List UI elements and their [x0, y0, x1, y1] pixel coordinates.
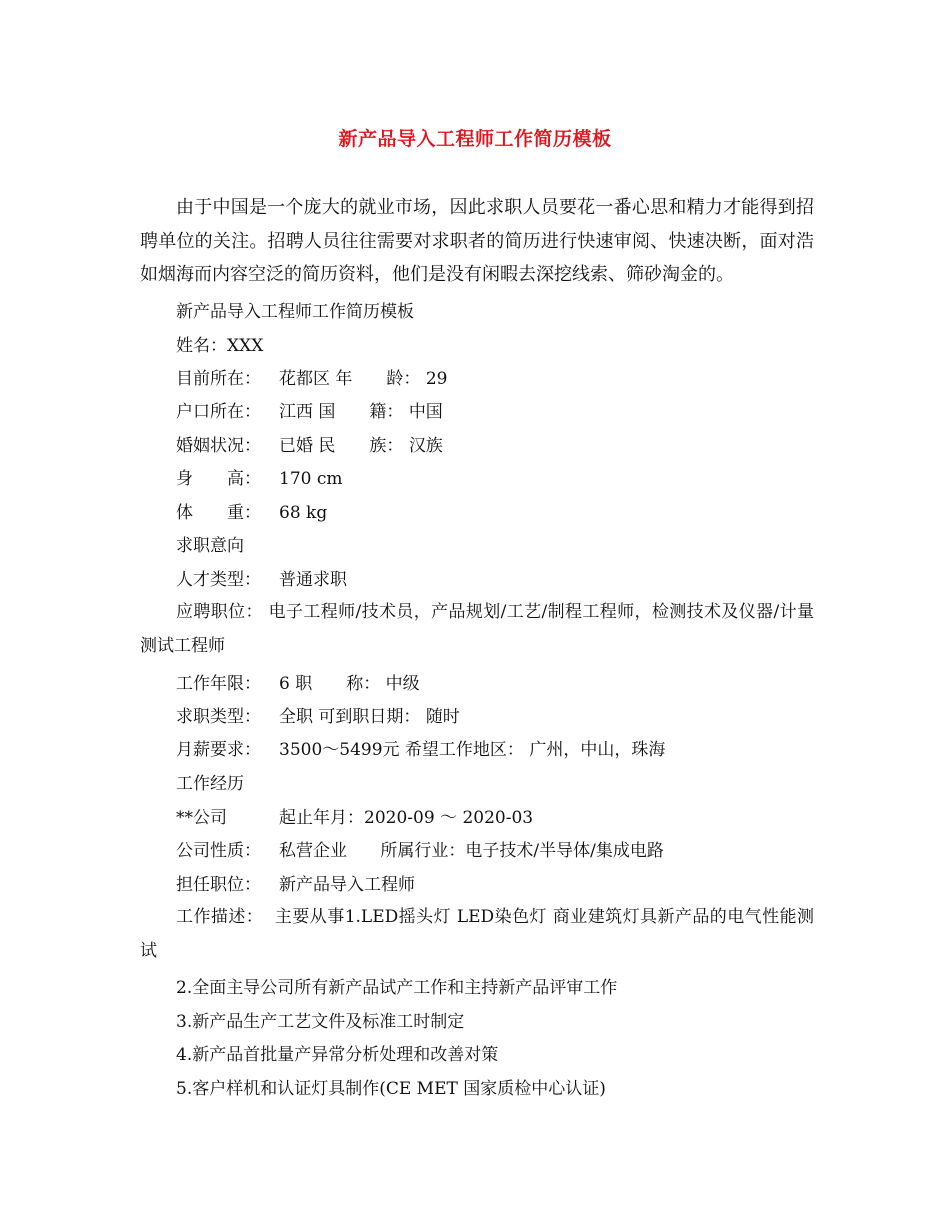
height-label: 身 高： — [176, 469, 261, 489]
location-value: 花都区 — [279, 369, 330, 389]
jobtype-label: 求职类型： — [176, 707, 261, 727]
salary-row — [176, 738, 665, 762]
list-item: 4.新产品首批量产异常分析处理和改善对策 — [176, 1045, 499, 1065]
document-title: 新产品导入工程师工作简历模板 — [338, 128, 612, 150]
weight-value: 68 kg — [279, 503, 328, 523]
weight-row — [176, 501, 327, 525]
role-row — [176, 873, 415, 897]
description-paragraph — [140, 901, 814, 968]
intention-heading: 求职意向 — [176, 536, 244, 556]
name-row — [176, 334, 263, 358]
role-label: 担任职位： — [176, 875, 261, 895]
role-value: 新产品导入工程师 — [279, 875, 415, 895]
salary-value: 3500～5499元 — [279, 740, 400, 760]
intro-paragraph: 由于中国是一个庞大的就业市场，因此求职人员要花一番心思和精力才能得到招聘单位的关注。招聘人员往往需要对求职者的简历进行快速审阅、快速决断，面对浩如烟海而内容空泛的简历资料，他们是没有闲暇去深挖线索、筛砂淘金的。 — [140, 197, 814, 285]
list-item: 3.新产品生产工艺文件及标准工时制定 — [176, 1012, 465, 1032]
height-row — [176, 467, 343, 491]
area-value: 广州，中山，珠海 — [529, 740, 666, 760]
jobtype-row — [176, 705, 460, 729]
period-label: 起止年月： — [279, 808, 364, 828]
description-value: 主要从事1.LED摇头灯 LED染色灯 商业建筑灯具新产品的电气性能测试 — [140, 907, 815, 961]
industry-value: 电子技术/半导体/集成电路 — [465, 841, 664, 861]
position-paragraph — [140, 596, 814, 663]
talent-row — [176, 568, 347, 592]
years-title-row — [176, 672, 420, 696]
marital-ethnic-row — [176, 434, 443, 458]
name-label: 姓名： — [176, 336, 227, 356]
talent-label: 人才类型： — [176, 570, 261, 590]
company-name: **公司 — [176, 808, 227, 828]
hukou-label: 户口所在： — [176, 402, 261, 422]
company-row — [176, 806, 533, 830]
age-value: 29 — [425, 369, 448, 389]
salary-label: 月薪要求： — [176, 740, 261, 760]
title-label: 职 称： — [295, 674, 381, 694]
start-value: 随时 — [425, 707, 460, 727]
hukou-value: 江西 — [279, 402, 313, 422]
position-label: 应聘职位： — [176, 602, 263, 622]
location-label: 目前所在： — [176, 369, 261, 389]
list-item: 5.客户样机和认证灯具制作(CE MET 国家质检中心认证) — [176, 1079, 606, 1099]
nature-label: 公司性质： — [176, 841, 261, 861]
nature-value: 私营企业 — [279, 841, 347, 861]
marital-value: 已婚 — [279, 436, 313, 456]
years-value: 6 — [279, 674, 290, 694]
years-label: 工作年限： — [176, 674, 261, 694]
nationality-label: 国 籍： — [318, 402, 404, 422]
age-label: 年 龄： — [335, 369, 421, 389]
resume-subtitle: 新产品导入工程师工作简历模板 — [176, 302, 414, 322]
marital-label: 婚姻状况： — [176, 436, 261, 456]
period-value: 2020-09 ～ 2020-03 — [364, 808, 534, 828]
position-value: 电子工程师/技术员，产品规划/工艺/制程工程师，检测技术及仪器/计量测试工程师 — [140, 602, 814, 656]
nationality-value: 中国 — [408, 402, 443, 422]
name-value: XXX — [227, 336, 264, 356]
start-label: 可到职日期： — [318, 707, 421, 727]
height-value: 170 cm — [279, 469, 343, 489]
title-value: 中级 — [385, 674, 420, 694]
weight-label: 体 重： — [176, 503, 261, 523]
list-item: 2.全面主导公司所有新产品试产工作和主持新产品评审工作 — [176, 978, 618, 998]
location-age-row — [176, 367, 447, 391]
ethnic-value: 汉族 — [408, 436, 443, 456]
description-label: 工作描述： — [176, 907, 264, 927]
industry-label: 所属行业： — [380, 841, 466, 861]
experience-heading: 工作经历 — [176, 774, 244, 794]
nature-industry-row — [176, 839, 664, 863]
hukou-nationality-row — [176, 400, 443, 424]
ethnic-label: 民 族： — [318, 436, 404, 456]
jobtype-value: 全职 — [279, 707, 313, 727]
area-label: 希望工作地区： — [404, 740, 524, 760]
talent-value: 普通求职 — [279, 570, 347, 590]
